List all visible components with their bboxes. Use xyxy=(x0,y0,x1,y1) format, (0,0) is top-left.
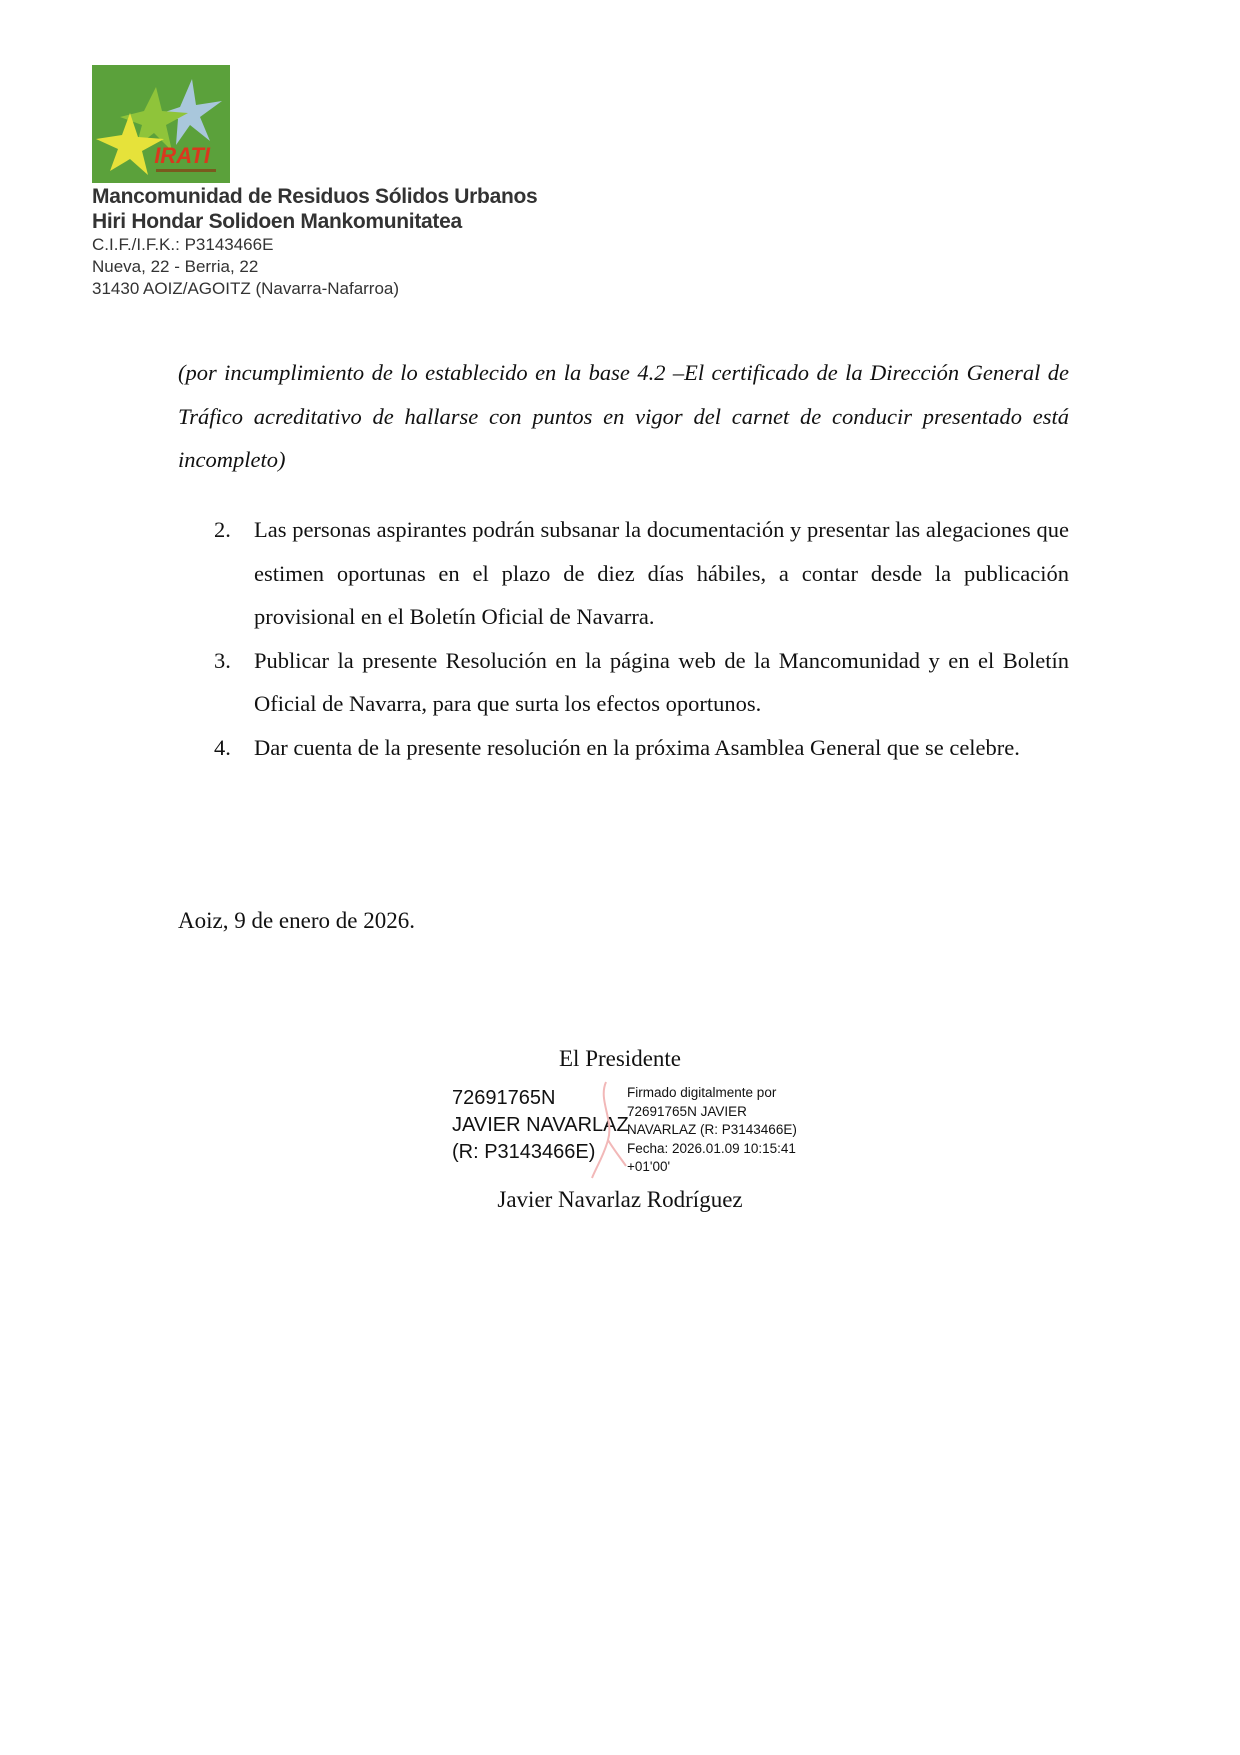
digital-signature-line: NAVARLAZ (R: P3143466E) xyxy=(627,1122,797,1137)
list-item xyxy=(178,639,1069,726)
certificate-line: 72691765N xyxy=(452,1087,556,1109)
list-item-text: Dar cuenta de la presente resolución en la próxima Asamblea General que se celebre. xyxy=(254,734,1020,760)
certificate-line: JAVIER NAVARLAZ xyxy=(452,1114,629,1136)
list-item-number: 4. xyxy=(214,734,231,760)
list-item xyxy=(178,508,1069,639)
digital-signature-line: Firmado digitalmente por xyxy=(627,1085,777,1100)
list-item-text: Las personas aspirantes podrán subsanar la documentación y presentar las alegaciones que estimen oportunas en el plazo de diez días hábiles, a contar desde la publicación provisional en el Boletín Oficial de Navarra. xyxy=(254,517,1069,629)
list-item-number: 3. xyxy=(214,647,231,673)
org-name-eu: Hiri Hondar Solidoen Mankomunitatea xyxy=(92,210,462,233)
stars-logo-icon xyxy=(92,65,230,183)
place-date: Aoiz, 9 de enero de 2026. xyxy=(178,908,415,933)
org-address: Nueva, 22 - Berria, 22 xyxy=(92,257,259,276)
intro-note: (por incumplimiento de lo establecido en la base 4.2 –El certificado de la Dirección General de Tráfico acreditativo de hallarse con puntos en vigor del carnet de conducir presentado está incompleto) xyxy=(178,360,1069,472)
digital-signature-info xyxy=(627,1084,797,1177)
org-header xyxy=(92,184,537,300)
signature-watermark-icon xyxy=(588,1080,628,1180)
signer-name: Javier Navarlaz Rodríguez xyxy=(497,1187,743,1212)
logo-text: IRATI xyxy=(154,143,210,168)
digital-signature-line: +01'00' xyxy=(627,1159,671,1174)
list-item-text: Publicar la presente Resolución en la página web de la Mancomunidad y en el Boletín Oficial de Navarra, para que surta los efectos oportunos. xyxy=(254,647,1069,716)
signer-role: El Presidente xyxy=(559,1046,681,1071)
certificate-line: (R: P3143466E) xyxy=(452,1141,596,1163)
resolution-list xyxy=(178,508,1069,769)
org-name-es: Mancomunidad de Residuos Sólidos Urbanos xyxy=(92,185,538,208)
list-item-number: 2. xyxy=(214,517,231,542)
org-city: 31430 AOIZ/AGOITZ (Navarra-Nafarroa) xyxy=(92,279,400,298)
digital-signature-line: 72691765N JAVIER xyxy=(627,1103,747,1119)
list-item xyxy=(178,726,1069,770)
org-cif: C.I.F./I.F.K.: P3143466E xyxy=(92,235,274,254)
irati-logo xyxy=(92,65,230,183)
digital-signature-line: Fecha: 2026.01.09 10:15:41 xyxy=(627,1140,796,1156)
